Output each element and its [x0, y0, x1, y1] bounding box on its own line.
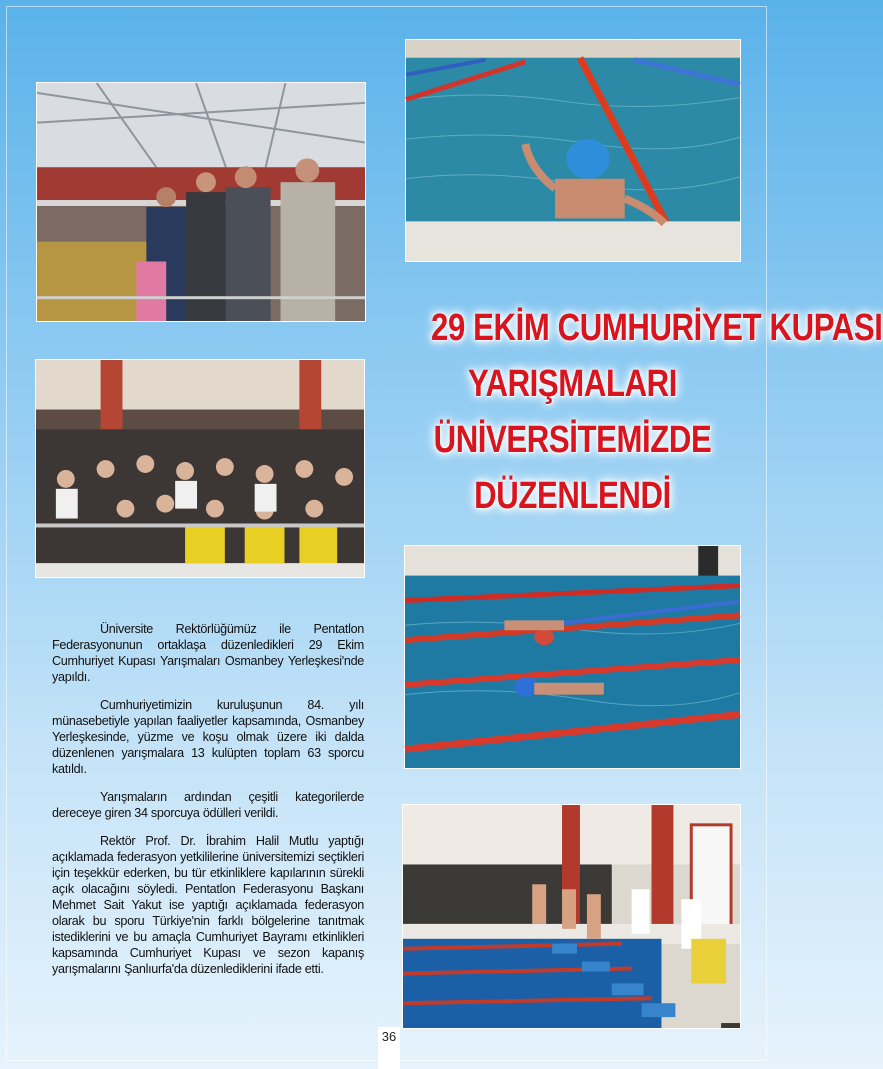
headline — [400, 300, 883, 524]
headline-line-4: DÜZENLENDİ — [474, 475, 671, 517]
ceremony-photo — [36, 82, 366, 322]
swimming-race-photo — [404, 545, 741, 769]
page-number: 36 — [378, 1027, 400, 1069]
article-paragraph-4: Rektör Prof. Dr. İbrahim Halil Mutlu yaptığı açıklamada federasyon yetkililerine üniversitemizi seçtikleri için teşekkür ederken, bu tür etkinliklere kapılarının sürekli açık olacağını söyledi. Pentatlon Federasyonu Başkanı Mehmet Sait Yakut ise yaptığı açıklamada federasyon olarak bu sporu Türkiye'nin farklı bölgelerine tanıtmak istediklerini ve bu amaçla Cumhuriyet Bayramı etkinlikleri kapsamında Cumhuriyet Kupası ve sezon kapanış yarışmalarını Şanlıurfa'da düzenlediklerini ifade etti. — [52, 834, 364, 976]
headline-line-3: ÜNİVERSİTEMİZDE — [433, 419, 712, 461]
headline-line-1: 29 EKİM CUMHURİYET KUPASI — [431, 307, 883, 349]
article-paragraph-1: Üniversite Rektörlüğümüz ile Pentatlon Federasyonunun ortaklaşa düzenledikleri 29 Ekim Cumhuriyet Kupası Yarışmaları Osmanbey Yerleşkesi'nde yapıldı. — [52, 622, 364, 684]
spectators-photo — [35, 359, 365, 578]
article-body — [52, 621, 364, 989]
race-start-photo — [402, 804, 741, 1029]
swimmer-resting-photo — [405, 39, 741, 262]
article-paragraph-2: Cumhuriyetimizin kuruluşunun 84. yılı münasebetiyle yapılan faaliyetler kapsamında, Osmanbey Yerleşkesinde, yüzme ve koşu olmak üzere iki dalda düzenlenen yarışmalara 13 kulüpten toplam 63 sporcu katıldı. — [52, 698, 364, 776]
headline-line-2: YARIŞMALARI — [467, 363, 678, 405]
article-paragraph-3: Yarışmaların ardından çeşitli kategorilerde dereceye giren 34 sporcuya ödülleri verildi. — [52, 790, 364, 820]
